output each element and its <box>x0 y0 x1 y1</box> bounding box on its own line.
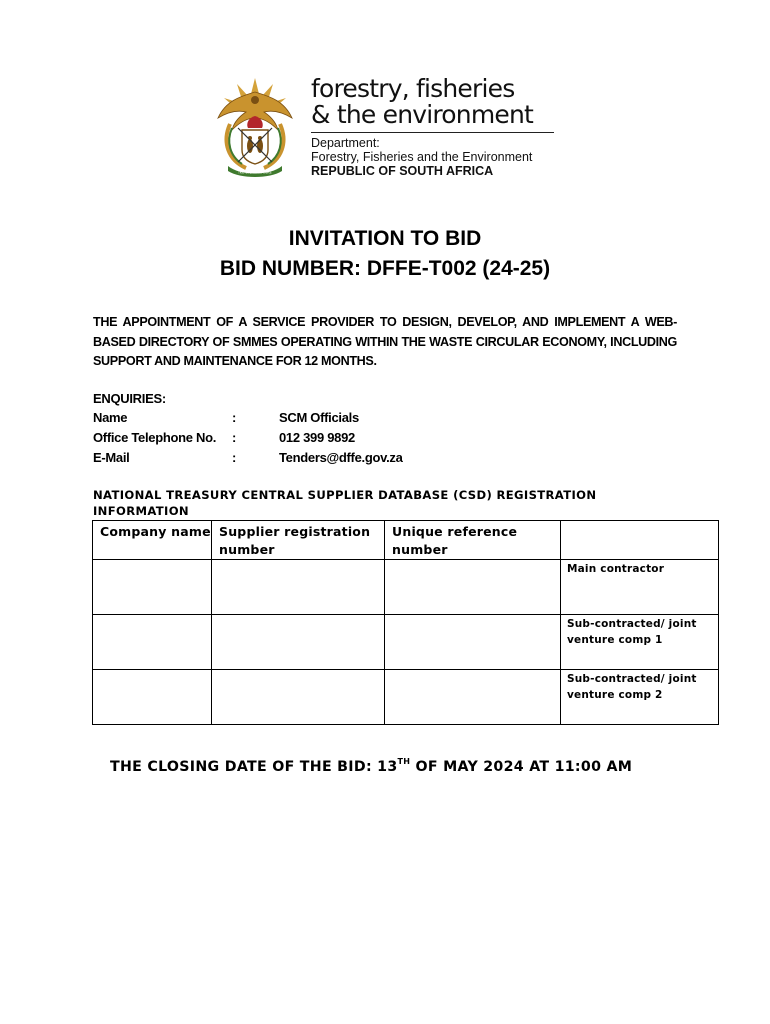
company-cell[interactable] <box>93 670 212 725</box>
invitation-title: INVITATION TO BID <box>288 227 482 250</box>
table-row <box>93 670 719 725</box>
department-label: Department: <box>311 136 380 150</box>
brand-divider <box>311 132 554 133</box>
enquiry-phone-value: 012 399 9892 <box>279 430 355 445</box>
role-cell: Sub-contracted/ joint venture comp 1 <box>561 615 719 670</box>
enquiry-email-value: Tenders@dffe.gov.za <box>279 450 403 465</box>
closing-date-ordinal: TH <box>397 757 411 766</box>
enquiry-phone-label: Office Telephone No. <box>93 430 217 445</box>
table-row <box>93 615 719 670</box>
department-name: Forestry, Fisheries and the Environment <box>311 150 533 164</box>
crest-motto: !KE E: /XARRA //KE <box>238 170 272 175</box>
enquiry-colon: : <box>232 450 237 465</box>
supplier-number-cell[interactable] <box>212 560 385 615</box>
department-brand-line-2: & the environment <box>311 100 534 129</box>
column-header-supplier-number: Supplier registration number <box>212 521 385 560</box>
reference-number-cell[interactable] <box>385 560 561 615</box>
enquiry-name-label: Name <box>93 410 128 425</box>
country-name: REPUBLIC OF SOUTH AFRICA <box>311 164 494 178</box>
table-row <box>93 560 719 615</box>
closing-date-prefix: THE CLOSING DATE OF THE BID: 13 <box>110 759 398 775</box>
enquiry-name-value: SCM Officials <box>279 410 359 425</box>
table-header-row <box>93 521 719 560</box>
csd-registration-table <box>92 520 719 725</box>
reference-number-cell[interactable] <box>385 615 561 670</box>
closing-date <box>110 757 632 775</box>
role-cell: Sub-contracted/ joint venture comp 2 <box>561 670 719 725</box>
enquiry-colon: : <box>232 430 237 445</box>
supplier-number-cell[interactable] <box>212 670 385 725</box>
csd-heading: NATIONAL TREASURY CENTRAL SUPPLIER DATABASE (CSD) REGISTRATION INFORMATION <box>93 488 597 518</box>
closing-date-suffix: OF MAY 2024 AT 11:00 AM <box>410 759 633 775</box>
enquiry-email-label: E-Mail <box>93 450 130 465</box>
column-header-role <box>561 521 719 560</box>
bid-number-title: BID NUMBER: DFFE-T002 (24-25) <box>219 257 551 280</box>
department-brand-line-1: forestry, fisheries <box>311 74 515 103</box>
column-header-reference-number: Unique reference number <box>385 521 561 560</box>
role-cell: Main contractor <box>561 560 719 615</box>
reference-number-cell[interactable] <box>385 670 561 725</box>
supplier-number-cell[interactable] <box>212 615 385 670</box>
company-cell[interactable] <box>93 615 212 670</box>
enquiry-colon: : <box>232 410 237 425</box>
coat-of-arms-icon <box>212 72 298 178</box>
company-cell[interactable] <box>93 560 212 615</box>
bid-description: THE APPOINTMENT OF A SERVICE PROVIDER TO DESIGN, DEVELOP, AND IMPLEMENT A WEB-BASED DIRECTORY OF SMMES OPERATING WITHIN THE WASTE CIRCULAR ECONOMY, INCLUDING SUPPORT AND MAINTENANCE FOR 12 MONTHS. <box>93 315 677 368</box>
column-header-company: Company name <box>93 521 212 560</box>
enquiries-heading: ENQUIRIES: <box>93 391 166 406</box>
